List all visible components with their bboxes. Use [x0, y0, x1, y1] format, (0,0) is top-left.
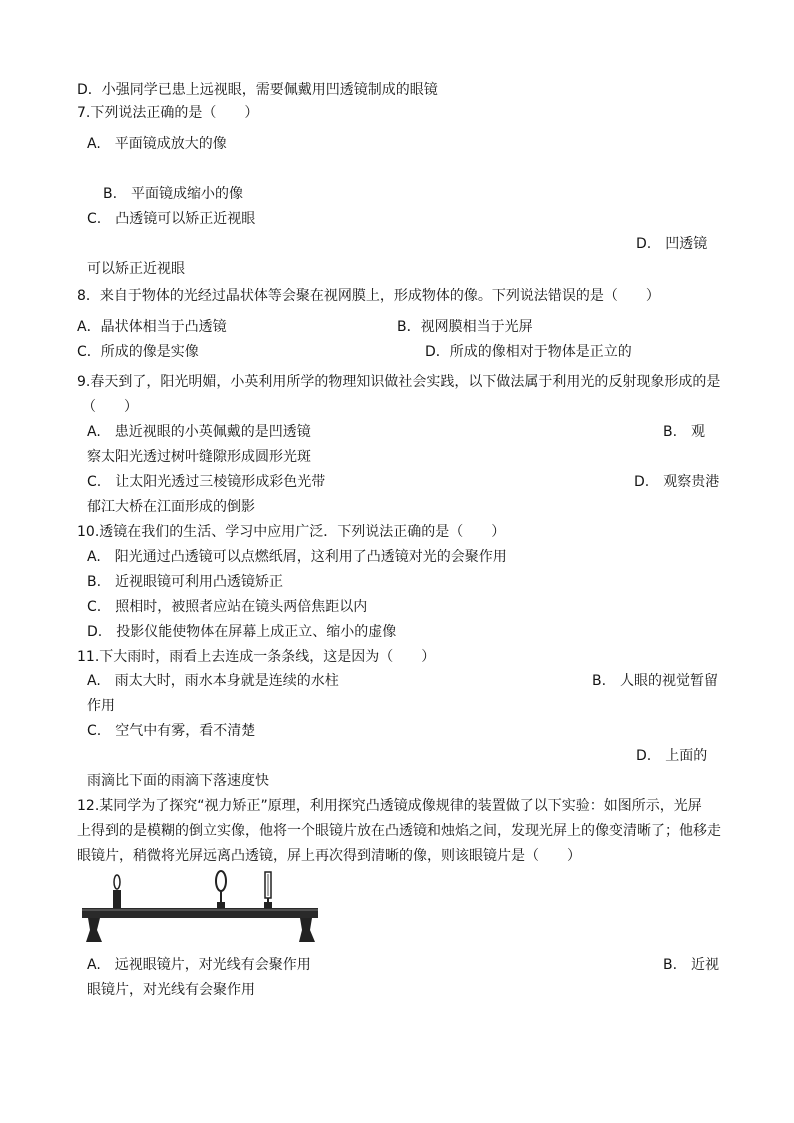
- candle-body: [113, 890, 121, 908]
- q12-option-b-cont: 眼镜片，对光线有会聚作用: [87, 982, 255, 998]
- q11-option-d: D. 上面的: [636, 748, 708, 764]
- q8-stem: 8．来自于物体的光经过晶状体等会聚在视网膜上，形成物体的像。下列说法错误的是（ ）: [77, 288, 660, 304]
- q6-option-d: D．小强同学已患上远视眼，需要佩戴用凹透镜制成的眼镜: [77, 82, 438, 98]
- q7-option-c: C. 凸透镜可以矫正近视眼: [87, 211, 256, 227]
- convex-lens: [216, 871, 226, 891]
- bench-right-leg: [299, 918, 315, 942]
- q11-option-b-cont: 作用: [87, 698, 115, 714]
- bench-left-leg: [86, 918, 102, 942]
- q12-stem-line1: 12.某同学为了探究“视力矫正”原理，利用探究凸透镜成像规律的装置做了以下实验：如图所示，光屏: [77, 798, 702, 814]
- q9-option-d: D. 观察贵港: [634, 474, 720, 490]
- q9-option-c: C. 让太阳光透过三棱镜形成彩色光带: [87, 474, 326, 490]
- q11-option-d-cont: 雨滴比下面的雨滴下落速度快: [87, 773, 269, 789]
- screen-holder: [264, 902, 272, 908]
- optical-bench-figure: [80, 868, 322, 948]
- q9-option-b: B. 观: [663, 424, 706, 440]
- q7-option-b: B. 平面镜成缩小的像: [103, 186, 244, 202]
- q9-stem-paren: （ ）: [82, 399, 138, 415]
- q9-option-a: A. 患近视眼的小英佩戴的是凹透镜: [87, 424, 311, 440]
- q7-option-d-cont: 可以矫正近视眼: [87, 261, 185, 277]
- q12-stem-line2: 上得到的是模糊的倒立实像，他将一个眼镜片放在凸透镜和烛焰之间，发现光屏上的像变清晰了；他移走: [77, 823, 721, 839]
- q10-option-d: D. 投影仪能使物体在屏幕上成正立、缩小的虚像: [87, 624, 397, 640]
- q10-option-c: C. 照相时，被照者应站在镜头两倍焦距以内: [87, 599, 368, 615]
- q7-option-d: D. 凹透镜: [636, 236, 708, 252]
- q7-stem: 7.下列说法正确的是（ ）: [77, 105, 259, 121]
- q8-option-a: A．晶状体相当于凸透镜: [77, 319, 227, 335]
- q7-option-a: A. 平面镜成放大的像: [87, 136, 227, 152]
- q9-option-b-cont: 察太阳光透过树叶缝隙形成圆形光斑: [87, 449, 311, 465]
- q8-option-b: B．视网膜相当于光屏: [397, 319, 533, 335]
- q11-option-a: A. 雨太大时，雨水本身就是连续的水柱: [87, 673, 339, 689]
- q8-option-d: D．所成的像相对于物体是正立的: [425, 344, 632, 360]
- q10-stem: 10.透镜在我们的生活、学习中应用广泛．下列说法正确的是（ ）: [77, 524, 506, 540]
- q9-option-d-cont: 郁江大桥在江面形成的倒影: [87, 499, 255, 515]
- q11-option-b: B. 人眼的视觉暂留: [592, 673, 719, 689]
- lens-holder: [217, 902, 225, 908]
- q11-option-c: C. 空气中有雾，看不清楚: [87, 723, 256, 739]
- q9-stem: 9.春天到了，阳光明媚，小英利用所学的物理知识做社会实践，以下做法属于利用光的反射现象形成的是: [77, 374, 721, 390]
- q8-option-c: C．所成的像是实像: [77, 344, 199, 360]
- q12-option-a: A. 远视眼镜片，对光线有会聚作用: [87, 957, 311, 973]
- q10-option-a: A. 阳光通过凸透镜可以点燃纸屑，这利用了凸透镜对光的会聚作用: [87, 549, 507, 565]
- q10-option-b: B. 近视眼镜可利用凸透镜矫正: [87, 574, 284, 590]
- q11-stem: 11.下大雨时，雨看上去连成一条条线，这是因为（ ）: [77, 649, 436, 665]
- q12-stem-line3: 眼镜片，稍微将光屏远离凸透镜，屏上再次得到清晰的像，则该眼镜片是（ ）: [77, 848, 581, 864]
- candle-flame: [114, 875, 120, 889]
- q12-option-b: B. 近视: [663, 957, 720, 973]
